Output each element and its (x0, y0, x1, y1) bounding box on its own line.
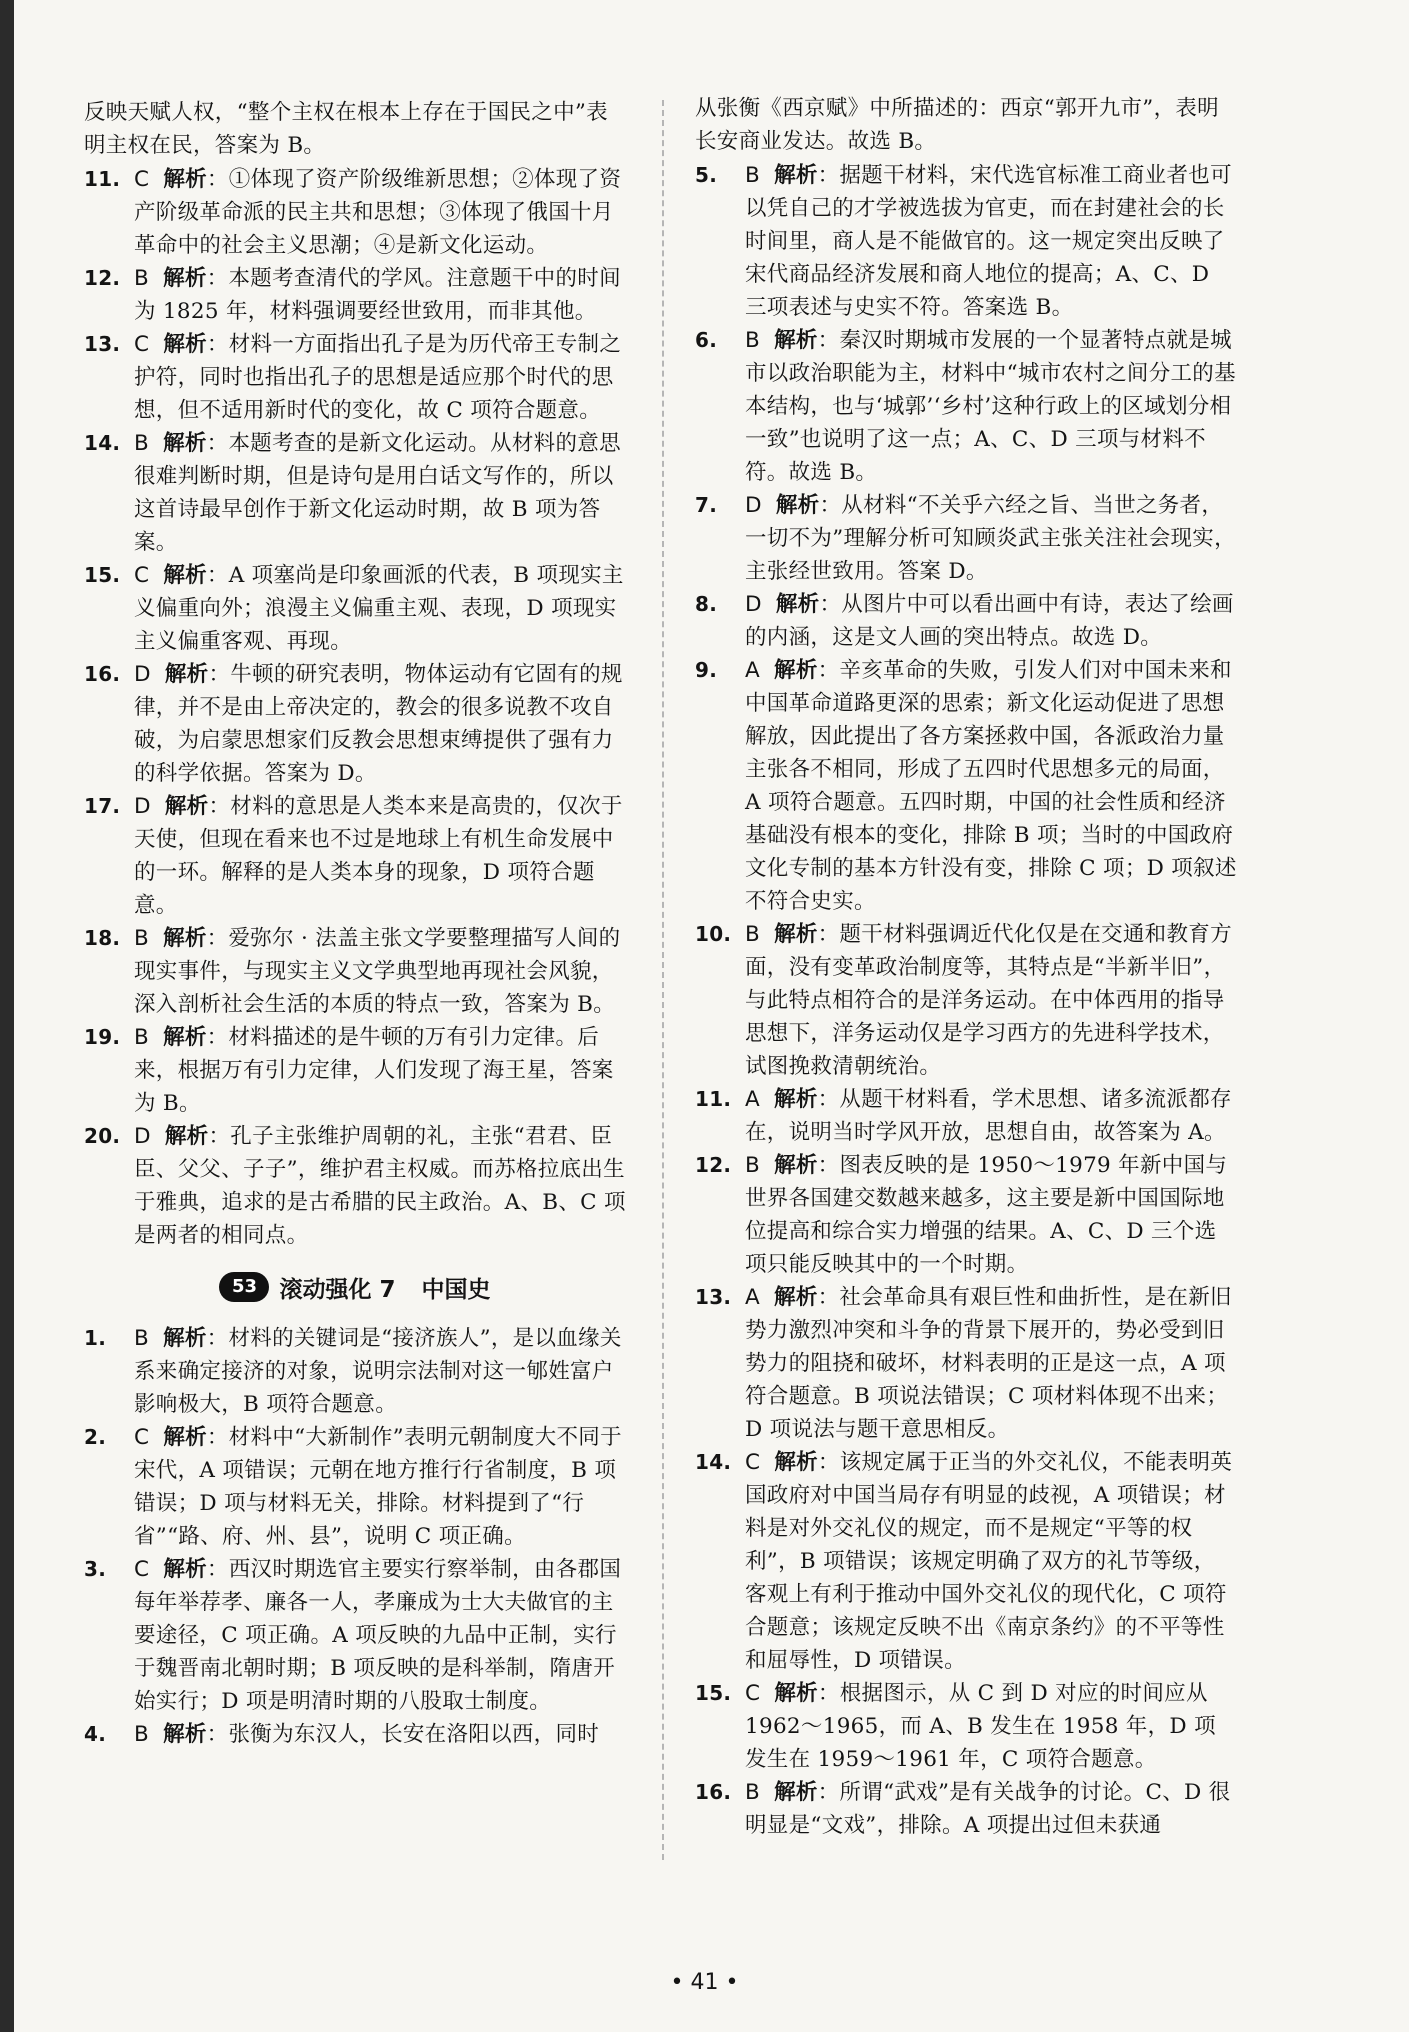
section-heading (84, 1266, 626, 1308)
answer-item (84, 1553, 626, 1718)
item-number: 18. (84, 926, 121, 950)
item-number: 13. (84, 332, 121, 356)
answer-item (695, 159, 1237, 324)
section-title: 滚动强化 7 (279, 1276, 396, 1303)
item-label: 解析 (774, 922, 818, 947)
item-number: 7. (695, 493, 718, 517)
item-label: 解析 (163, 431, 207, 456)
item-text: ：所谓“武戏”是有关战争的讨论。C、D 很明显是“文戏”，排除。A 项提出过但未获通 (745, 1780, 1231, 1838)
item-answer: A (745, 1087, 761, 1112)
item-answer: C (745, 1450, 761, 1475)
item-text: ：材料的关键词是“接济族人”，是以血缘关系来确定接济的对象，说明宗法制对这一郇姓富户影响极大，B 项符合题意。 (134, 1326, 622, 1417)
answer-item (84, 1718, 626, 1751)
item-answer: B (134, 926, 150, 951)
item-number: 10. (695, 922, 732, 946)
answer-item (84, 427, 626, 559)
answer-item (695, 1776, 1237, 1842)
answer-item (84, 559, 626, 658)
item-number: 15. (84, 563, 121, 587)
item-text: ：本题考查清代的学风。注意题干中的时间为 1825 年，材料强调要经世致用，而非其他。 (134, 266, 621, 324)
item-text: ：A 项塞尚是印象画派的代表，B 项现实主义偏重向外；浪漫主义偏重主观、表现，D 项现实主义偏重客观、再现。 (134, 563, 624, 654)
item-answer: D (134, 662, 151, 687)
item-label: 解析 (774, 1153, 818, 1178)
item-label: 解析 (163, 1722, 207, 1747)
answer-item (84, 1322, 626, 1421)
item-text: ：从图片中可以看出画中有诗，表达了绘画的内涵，这是文人画的突出特点。故选 D。 (745, 592, 1234, 650)
item-answer: B (134, 1722, 150, 1747)
item-label: 解析 (163, 1025, 207, 1050)
answer-item (695, 1446, 1237, 1677)
item-text: ：①体现了资产阶级维新思想；②体现了资产阶级革命派的民主共和思想；③体现了俄国十月革命中的社会主义思潮；④是新文化运动。 (134, 167, 622, 258)
item-text: ：材料一方面指出孔子是为历代帝王专制之护符，同时也指出孔子的思想是适应那个时代的思想，但不适用新时代的变化，故 C 项符合题意。 (134, 332, 622, 423)
item-label: 解析 (164, 794, 209, 819)
item-number: 16. (84, 662, 121, 686)
item-answer: D (745, 493, 762, 518)
item-number: 11. (84, 167, 121, 191)
item-number: 4. (84, 1722, 107, 1746)
answer-item (84, 1120, 626, 1252)
answer-item (84, 790, 626, 922)
item-answer: B (745, 1780, 761, 1805)
item-number: 8. (695, 592, 718, 616)
item-number: 20. (84, 1124, 121, 1148)
item-number: 19. (84, 1025, 121, 1049)
item-number: 14. (695, 1450, 732, 1474)
item-text: ：材料中“大新制作”表明元朝制度大不同于宋代，A 项错误；元朝在地方推行行省制度，B 项错误；D 项与材料无关，排除。材料提到了“行省”“路、府、州、县”，说明 C 项正确。 (134, 1425, 622, 1549)
item-answer: C (134, 563, 150, 588)
item-answer: B (745, 328, 761, 353)
item-text: ：材料描述的是牛顿的万有引力定律。后来，根据万有引力定律，人们发现了海王星，答案为 B。 (134, 1025, 614, 1116)
item-label: 解析 (163, 167, 207, 192)
answer-item (695, 1677, 1237, 1776)
answer-item (84, 328, 626, 427)
answer-item (695, 918, 1237, 1083)
item-text: ：据题干材料，宋代选官标准工商业者也可以凭自己的才学被选拔为官吏，而在封建社会的长时间里，商人是不能做官的。这一规定突出反映了宋代商品经济发展和商人地位的提高；A、C、D 三项表述与史实不符。答案选 B。 (745, 163, 1232, 320)
answer-item (695, 1149, 1237, 1281)
item-answer: C (134, 167, 150, 192)
item-text: ：该规定属于正当的外交礼仪，不能表明英国政府对中国当局存有明显的歧视，A 项错误；材料是对外交礼仪的规定，而不是规定“平等的权利”，B 项错误；该规定明确了双方的礼节等级，客观上有利于推动中国外交礼仪的现代化，C 项符合题意；该规定反映不出《南京条约》的不平等性和屈辱性，D 项错误。 (745, 1450, 1233, 1673)
item-text: ：社会革命具有艰巨性和曲折性，是在新旧势力激烈冲突和斗争的背景下展开的，势必受到旧势力的阻挠和破坏，材料表明的正是这一点，A 项符合题意。B 项说法错误；C 项材料体现不出来；D 项说法与题干意思相反。 (745, 1285, 1232, 1442)
item-text: ：牛顿的研究表明，物体运动有它固有的规律，并不是由上帝决定的，教会的很多说教不攻自破，为启蒙思想家们反教会思想束缚提供了强有力的科学依据。答案为 D。 (134, 662, 623, 786)
item-answer: C (745, 1681, 761, 1706)
item-text: ：爱弥尔 · 法盖主张文学要整理描写人间的现实事件，与现实主义文学典型地再现社会风貌，深入剖析社会生活的本质的特点一致，答案为 B。 (134, 926, 621, 1017)
right-items (695, 159, 1237, 1842)
item-answer: B (134, 1326, 150, 1351)
item-answer: C (134, 1557, 150, 1582)
item-number: 12. (695, 1153, 732, 1177)
item-number: 6. (695, 328, 718, 352)
answer-item (695, 489, 1237, 588)
left-intro: 反映天赋人权，“整个主权在根本上存在于国民之中”表明主权在民，答案为 B。 (84, 100, 608, 158)
item-text: ：图表反映的是 1950～1979 年新中国与世界各国建交数越来越多，这主要是新中国国际地位提高和综合实力增强的结果。A、C、D 三个选项只能反映其中的一个时期。 (745, 1153, 1228, 1277)
right-column (695, 92, 1237, 1842)
answer-item (84, 163, 626, 262)
item-text: ：本题考查的是新文化运动。从材料的意思很难判断时期，但是诗句是用白话文写作的，所以这首诗最早创作于新文化运动时期，故 B 项为答案。 (134, 431, 621, 555)
item-label: 解析 (774, 658, 818, 683)
item-number: 9. (695, 658, 718, 682)
answer-item (84, 1421, 626, 1553)
right-intro: 从张衡《西京赋》中所描述的：西京“郭开九市”，表明长安商业发达。故选 B。 (695, 96, 1219, 154)
item-label: 解析 (775, 493, 820, 518)
item-text: ：从题干材料看，学术思想、诸多流派都存在，说明当时学风开放，思想自由，故答案为 A。 (745, 1087, 1232, 1145)
left-items-b (84, 1322, 626, 1751)
section-subtitle: 中国史 (421, 1276, 491, 1303)
item-answer: B (745, 1153, 761, 1178)
item-number: 14. (84, 431, 121, 455)
item-text: ：辛亥革命的失败，引发人们对中国未来和中国革命道路更深的思索；新文化运动促进了思想解放，因此提出了各方案拯救中国，各派政治力量主张各不相同，形成了五四时代思想多元的局面，A 项符合题意。五四时期，中国的社会性质和经济基础没有根本的变化，排除 B 项；当时的中国政府文化专制的基本方针没有变，排除 C 项；D 项叙述不符合史实。 (745, 658, 1237, 914)
item-label: 解析 (774, 1285, 818, 1310)
item-text: ：孔子主张维护周朝的礼，主张“君君、臣臣、父父、子子”，维护君主权威。而苏格拉底出生于雅典，追求的是古希腊的民主政治。A、B、C 项是两者的相同点。 (134, 1124, 626, 1248)
answer-item (695, 1083, 1237, 1149)
item-number: 17. (84, 794, 121, 818)
item-text: ：秦汉时期城市发展的一个显著特点就是城市以政治职能为主，材料中“城市农村之间分工的基本结构，也与‘城郭’‘乡村’这种行政上的区域划分相一致”也说明了这一点；A、C、D 三项与材料不符。故选 B。 (745, 328, 1236, 485)
item-answer: B (134, 431, 150, 456)
column-divider (662, 100, 664, 1860)
item-label: 解析 (775, 592, 820, 617)
item-label: 解析 (774, 1681, 818, 1706)
item-label: 解析 (163, 266, 207, 291)
item-number: 2. (84, 1425, 107, 1449)
answer-item (695, 1281, 1237, 1446)
answer-item (84, 1021, 626, 1120)
item-answer: B (134, 266, 150, 291)
item-number: 11. (695, 1087, 732, 1111)
scan-edge (0, 0, 14, 2032)
item-answer: C (134, 1425, 150, 1450)
item-answer: A (745, 658, 761, 683)
item-label: 解析 (163, 1557, 207, 1582)
item-answer: A (745, 1285, 761, 1310)
item-label: 解析 (774, 1087, 818, 1112)
item-label: 解析 (164, 662, 209, 687)
answer-item (695, 654, 1237, 918)
item-answer: B (745, 922, 761, 947)
item-label: 解析 (163, 1425, 207, 1450)
item-text: ：题干材料强调近代化仅是在交通和教育方面，没有变革政治制度等，其特点是“半新半旧”，与此特点相符合的是洋务运动。在中体西用的指导思想下，洋务运动仅是学习西方的先进科学技术，试图挽救清朝统治。 (745, 922, 1232, 1079)
item-text: ：材料的意思是人类本来是高贵的，仅次于天使，但现在看来也不过是地球上有机生命发展中的一环。解释的是人类本身的现象，D 项符合题意。 (134, 794, 623, 918)
page-number: • 41 • (670, 1970, 739, 1995)
item-number: 12. (84, 266, 121, 290)
answer-item (695, 588, 1237, 654)
left-column (84, 96, 626, 1751)
item-answer: B (134, 1025, 150, 1050)
item-answer: C (134, 332, 150, 357)
section-badge: 53 (219, 1272, 269, 1302)
item-label: 解析 (163, 332, 207, 357)
item-label: 解析 (774, 1780, 818, 1805)
answer-item (84, 262, 626, 328)
item-number: 5. (695, 163, 718, 187)
answer-item (84, 922, 626, 1021)
item-label: 解析 (163, 926, 207, 951)
item-number: 1. (84, 1326, 107, 1350)
answer-item (695, 324, 1237, 489)
item-text: ：根据图示，从 C 到 D 对应的时间应从 1962～1965，而 A、B 发生在 1958 年，D 项发生在 1959～1961 年，C 项符合题意。 (745, 1681, 1216, 1772)
left-items-a (84, 163, 626, 1252)
item-text: ：张衡为东汉人，长安在洛阳以西，同时 (206, 1722, 600, 1747)
item-number: 3. (84, 1557, 107, 1581)
item-answer: D (134, 1124, 151, 1149)
item-answer: D (134, 794, 151, 819)
item-label: 解析 (774, 163, 818, 188)
item-number: 15. (695, 1681, 732, 1705)
item-label: 解析 (163, 1326, 207, 1351)
item-answer: D (745, 592, 762, 617)
item-label: 解析 (164, 1124, 209, 1149)
item-label: 解析 (163, 563, 207, 588)
answer-item (84, 658, 626, 790)
item-label: 解析 (774, 328, 818, 353)
item-number: 16. (695, 1780, 732, 1804)
item-label: 解析 (774, 1450, 818, 1475)
item-text: ：从材料“不关乎六经之旨、当世之务者，一切不为”理解分析可知顾炎武主张关注社会现实，主张经世致用。答案 D。 (745, 493, 1236, 584)
item-text: ：西汉时期选官主要实行察举制，由各郡国每年举荐孝、廉各一人，孝廉成为士大夫做官的主要途径，C 项正确。A 项反映的九品中正制，实行于魏晋南北朝时期；B 项反映的是科举制，隋唐开始实行；D 项是明清时期的八股取士制度。 (134, 1557, 622, 1714)
item-answer: B (745, 163, 761, 188)
item-number: 13. (695, 1285, 732, 1309)
